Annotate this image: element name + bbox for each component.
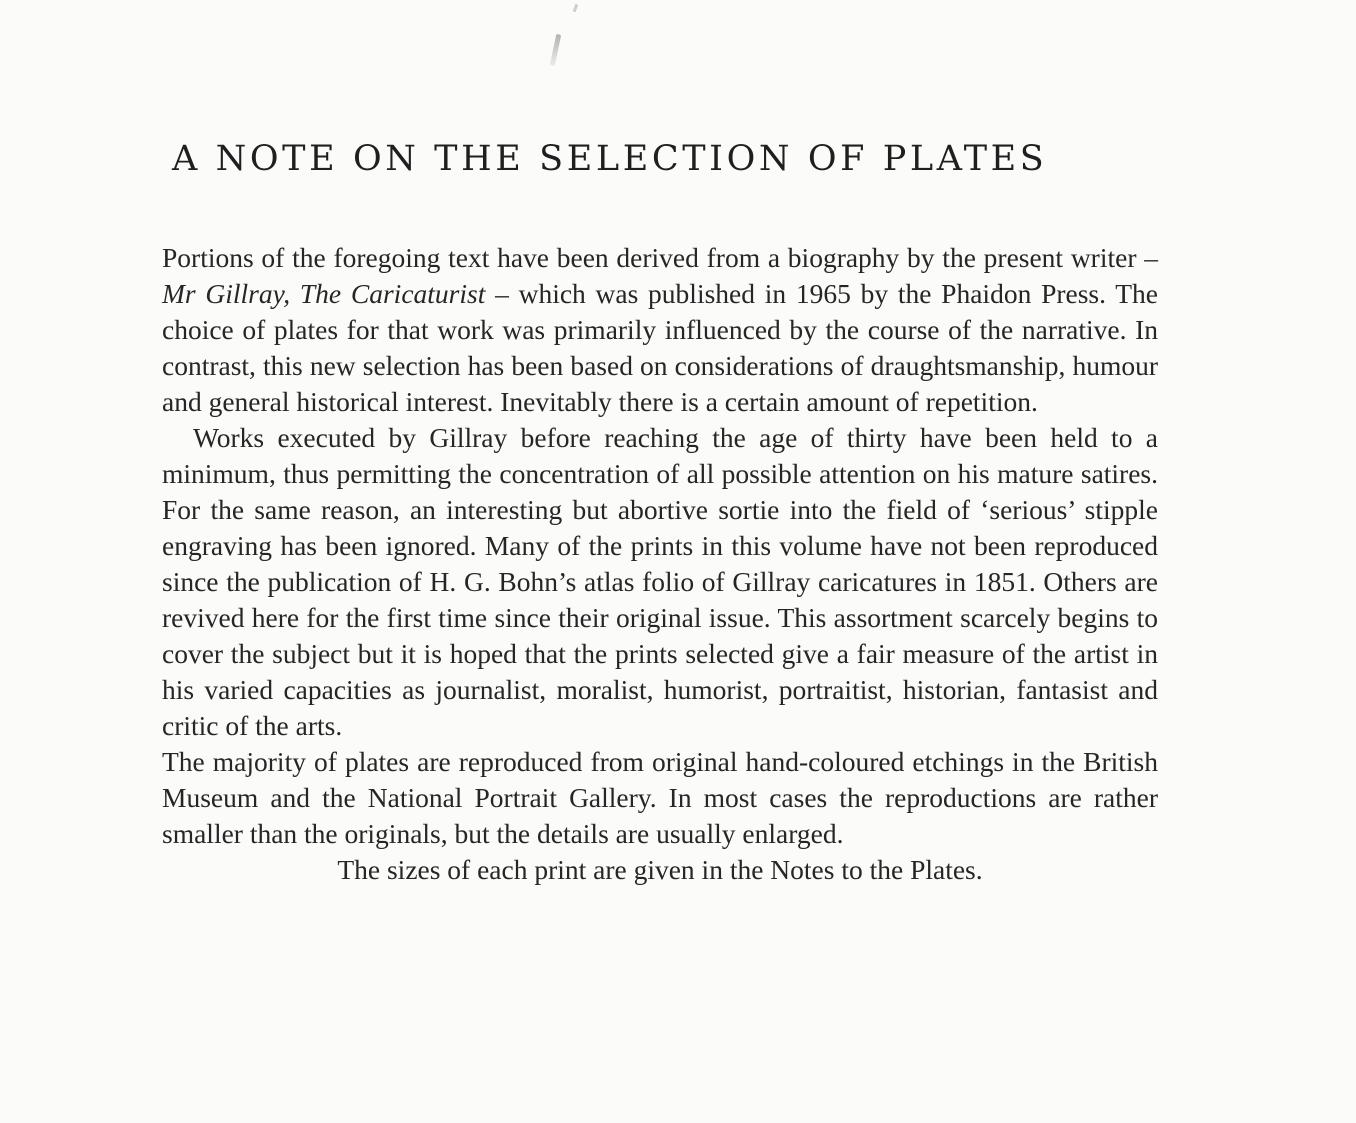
body-text	[162, 240, 1158, 888]
paragraph-3: The majority of plates are reproduced from original hand-coloured etchings in the British Museum and the National Portrait Gallery. In most cases the reproductions are rather smaller than the originals, but the details are usually enlarged.	[162, 746, 1158, 849]
paragraph-1-text-end: – which was published in 1965 by the Phaidon Press. The choice of plates for that work was primarily influenced by the course of the narrative. In contrast, this new selection has been based on considerations of draughtsmanship, humour and general historical interest. Inevitably there is a certain amount of repetition.	[162, 278, 1159, 417]
book-title: Mr Gillray, The Caricaturist	[162, 278, 486, 309]
paragraph-1	[162, 240, 1158, 420]
paragraph-4: The sizes of each print are given in the Notes to the Plates.	[337, 854, 983, 885]
pencil-mark	[550, 34, 562, 66]
paragraph-2: Works executed by Gillray before reaching the age of thirty have been held to a minimum, thus permitting the concentration of all possible attention on his mature satires. For the same reason, an interesting but abortive sortie into the field of ‘serious’ stipple engraving has been ignored. Many of the prints in this volume have not been reproduced since the publication of H. G. Bohn’s atlas folio of Gillray caricatures in 1851. Others are revived here for the first time since their original issue. This assortment scarcely begins to cover the subject but it is hoped that the prints selected give a fair measure of the artist in his varied capacities as journalist, moralist, humorist, portraitist, historian, fantasist and critic of the arts.	[162, 422, 1158, 741]
pencil-mark-dot	[573, 4, 579, 13]
paragraph-1-text-start: Portions of the foregoing text have been derived from a biography by the present writer –	[162, 242, 1158, 273]
page-title: A NOTE ON THE SELECTION OF PLATES	[172, 139, 1048, 179]
